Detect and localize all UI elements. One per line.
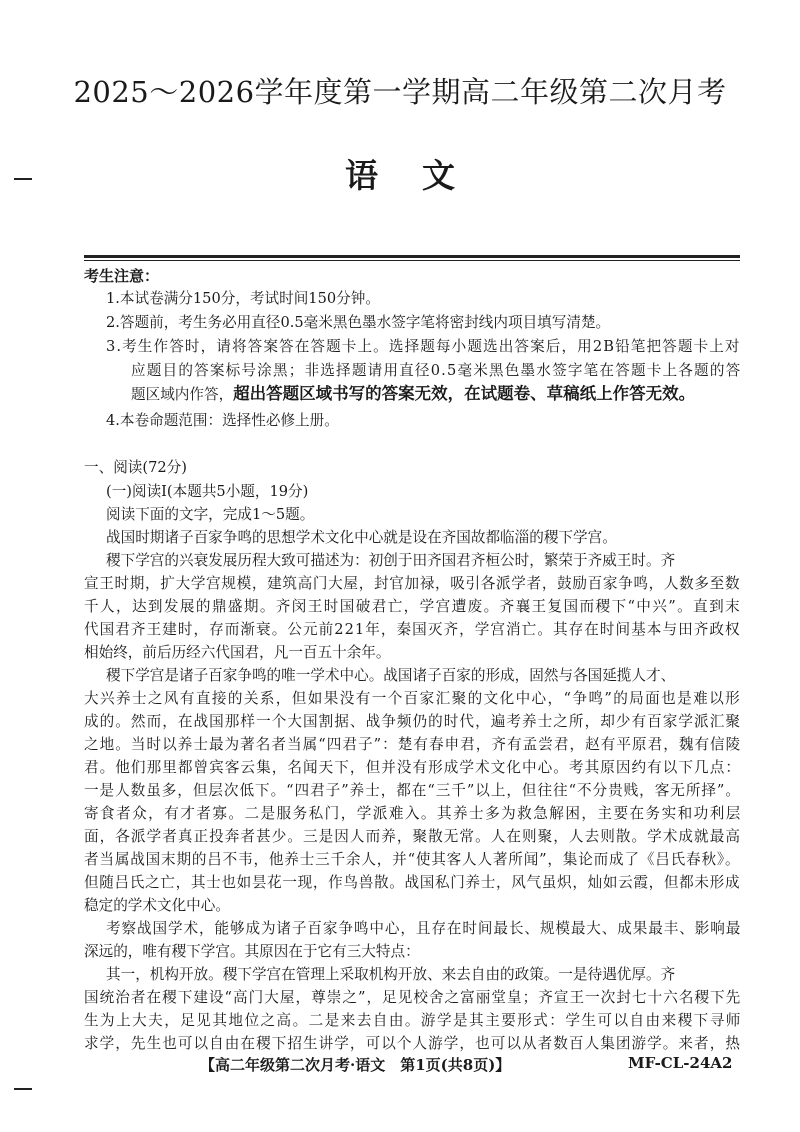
paper-code: MF-CL-24A2 [628,1054,733,1072]
exam-title: 2025～2026学年度第一学期高二年级第二次月考 [73,75,727,109]
section-instruction: 阅读下面的文字，完成1～5题。 [106,506,315,523]
section-intro: 战国时期诸子百家争鸣的思想学术文化中心就是设在齐国故都临淄的稷下学宫。 [106,529,617,546]
passage-line: 其一，机构开放。稷下学宫在管理上采取机构开放、来去自由的政策。一是待遇优厚。齐 [106,966,676,983]
passage-line: 代国君齐王建时，存而渐衰。公元前221年，秦国灭齐，学宫消亡。其存在时间基本与田齐政权 [84,621,741,638]
passage-line: 成的。然而，在战国那样一个大国割据、战争频仍的时代，遍考养士之所，却少有百家学派汇聚 [84,713,741,730]
notice-title: 考生注意： [84,267,160,285]
page-footer: 【高二年级第二次月考·语文 第1页(共8页)】 [200,1056,511,1074]
passage-line: 君。他们那里都曾宾客云集，名闻天下，但并没有形成学术文化中心。考其原因约有以下几点： [84,759,741,776]
passage-line: 寄食者众，有才者寡。二是服务私门，学派难入。其养士多为救急解困，主要在务实和功利层 [84,805,742,822]
passage-line: 相始终，前后历经六代国君，凡一百五十余年。 [84,644,391,661]
passage-line: 稷下学宫的兴衰发展历程大致可描述为：初创于田齐国君齐桓公时，繁荣于齐威王时。齐 [106,552,676,569]
passage-line: 一是人数虽多，但层次低下。“四君子”养士，都在“三千”以上，但往往“不分贵贱，客无所择”。 [84,782,741,799]
notice-item-3-cont-1: 应题目的答案标号涂黑；非选择题请用直径0.5毫米黑色墨水签字笔在答题卡上各题的答 [131,362,742,379]
notice-item-3-cont-2 [131,384,695,405]
passage-line: 稳定的学术文化中心。 [84,897,230,914]
notice-item-3: 3.考生作答时，请将答案答在答题卡上。选择题每小题选出答案后，用2B铅笔把答题卡上对 [106,338,741,355]
section-sub-heading: (一)阅读Ⅰ(本题共5小题，19分) [106,483,309,500]
passage-line: 之地。当时以养士最为著名者当属“四君子”：楚有春申君，齐有孟尝君，赵有平原君，魏有信陵 [84,736,742,753]
header-divider-thin [84,260,740,261]
notice-item-3-text: 题区域内作答， [131,386,234,403]
subject-title: 语文 [345,156,499,195]
passage-line: 求学，先生也可以自由在稷下招生讲学，可以个人游学，也可以从者数百人集团游学。来者，热 [84,1035,741,1052]
passage-line: 者当属战国末期的吕不韦，他养士三千余人，并“使其客人人著所闻”，集论而成了《吕氏春秋》。 [84,851,741,868]
passage-line: 宣王时期，扩大学宫规模，建筑高门大屋，封官加禄，吸引各派学者，鼓励百家争鸣，人数多至数 [84,575,741,592]
notice-item-2: 2.答题前，考生务必用直径0.5毫米黑色墨水签字笔将密封线内项目填写清楚。 [106,314,611,331]
passage-line: 千人，达到发展的鼎盛期。齐闵王时国破君亡，学宫遭废。齐襄王复国而稷下“中兴”。直到末 [84,598,742,615]
passage-line: 但随吕氏之亡，其士也如昙花一现，作鸟兽散。战国私门养士，风气虽炽，灿如云霞，但都未形成 [84,874,741,891]
passage-line: 面，各派学者真正投奔者甚少。三是因人而养，聚散无常。人在则聚，人去则散。学术成就最高 [84,828,741,845]
passage-line: 深远的，唯有稷下学宫。其原因在于它有三大特点： [84,943,420,960]
passage-line: 国统治者在稷下建设“高门大屋，尊崇之”，足见校舍之富丽堂皇；齐宣王一次封七十六名稷下先 [84,989,742,1006]
section-heading: 一、阅读(72分) [84,459,187,476]
passage-line: 考察战国学术，能够成为诸子百家争鸣中心，且存在时间最长、规模最大、成果最丰、影响最 [106,920,742,937]
notice-item-1: 1.本试卷满分150分，考试时间150分钟。 [106,290,380,307]
passage-line: 生为上大夫，足见其地位之高。二是来去自由。游学是其主要形式：学生可以自由来稷下寻师 [84,1012,742,1029]
passage-line: 稷下学宫是诸子百家争鸣的唯一学术中心。战国诸子百家的形成，固然与各国延揽人才、 [106,667,676,684]
notice-emphasis: 超出答题区域书写的答案无效，在试题卷、草稿纸上作答无效。 [233,384,696,403]
notice-item-4: 4.本卷命题范围：选择性必修上册。 [106,412,339,429]
passage-line: 大兴养士之风有直接的关系，但如果没有一个百家汇聚的文化中心，“争鸣”的局面也是难以形 [84,690,742,707]
header-divider-thick [84,255,740,258]
binding-mark-bottom [14,1088,32,1090]
